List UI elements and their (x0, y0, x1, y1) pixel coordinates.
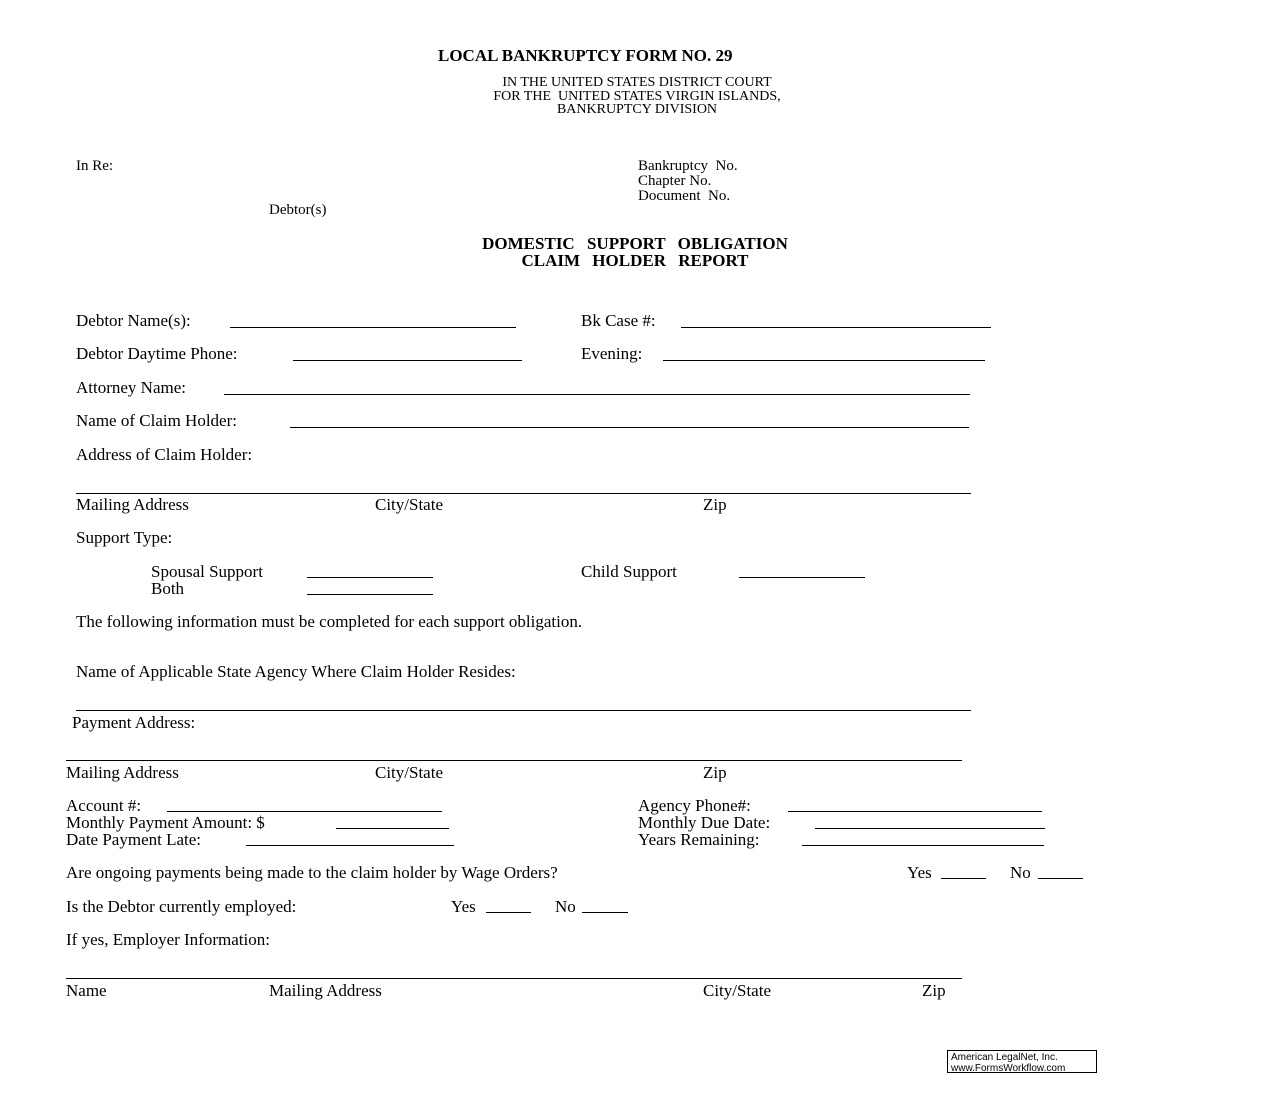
evening-phone-label: Evening: (581, 344, 643, 363)
wage-orders-yes-label: Yes (907, 863, 932, 882)
debtors-label: Debtor(s) (269, 202, 327, 218)
employer-city-state-caption: City/State (703, 981, 771, 1000)
both-label: Both (151, 579, 185, 598)
years-remaining-field[interactable] (802, 845, 1044, 846)
bk-case-field[interactable] (681, 327, 991, 328)
employer-zip-caption: Zip (922, 981, 946, 1000)
chapter-no-label: Chapter No. (638, 173, 712, 189)
court-line-3: BANKRUPTCY DIVISION (556, 102, 718, 117)
agency-phone-field[interactable] (788, 811, 1042, 812)
payment-zip-caption: Zip (703, 763, 727, 782)
payment-mailing-address-caption: Mailing Address (66, 763, 179, 782)
employed-yes-field[interactable] (486, 912, 531, 913)
bk-case-label: Bk Case #: (581, 311, 656, 330)
support-type-label: Support Type: (76, 528, 173, 547)
employer-name-caption: Name (66, 981, 107, 1000)
wage-orders-yes-field[interactable] (941, 878, 986, 879)
daytime-phone-label: Debtor Daytime Phone: (76, 344, 238, 363)
payment-address-label: Payment Address: (72, 713, 196, 732)
court-line-1: IN THE UNITED STATES DISTRICT COURT (502, 75, 772, 90)
employer-mailing-address-caption: Mailing Address (269, 981, 382, 1000)
agency-phone-label: Agency Phone#: (638, 796, 751, 815)
date-payment-late-field[interactable] (246, 845, 454, 846)
in-re-label: In Re: (76, 158, 114, 174)
employed-no-label: No (555, 897, 576, 916)
both-field[interactable] (307, 594, 433, 595)
city-state-caption: City/State (375, 495, 443, 514)
wage-orders-no-label: No (1010, 863, 1031, 882)
stamp-line-1: American LegalNet, Inc. (951, 1052, 1058, 1063)
account-label: Account #: (66, 796, 142, 815)
years-remaining-label: Years Remaining: (638, 830, 760, 849)
spousal-support-label: Spousal Support (151, 562, 263, 581)
employed-yes-label: Yes (451, 897, 476, 916)
court-line-2: FOR THE UNITED STATES VIRGIN ISLANDS, (493, 89, 781, 104)
child-support-label: Child Support (581, 562, 677, 581)
spousal-support-field[interactable] (307, 577, 433, 578)
monthly-due-date-label: Monthly Due Date: (638, 813, 771, 832)
attorney-name-field[interactable] (224, 394, 970, 395)
date-payment-late-label: Date Payment Late: (66, 830, 202, 849)
payment-city-state-caption: City/State (375, 763, 443, 782)
monthly-payment-field[interactable] (336, 828, 449, 829)
attorney-name-label: Attorney Name: (76, 378, 186, 397)
employer-info-field[interactable] (66, 978, 962, 979)
instruction-text: The following information must be completed for each support obligation. (76, 612, 583, 631)
wage-orders-no-field[interactable] (1038, 878, 1083, 879)
employed-question: Is the Debtor currently employed: (66, 897, 297, 916)
account-field[interactable] (167, 811, 442, 812)
claim-holder-name-label: Name of Claim Holder: (76, 411, 237, 430)
monthly-payment-label: Monthly Payment Amount: $ (66, 813, 265, 832)
bankruptcy-no-label: Bankruptcy No. (638, 158, 738, 174)
claim-holder-address-field[interactable] (76, 493, 971, 494)
child-support-field[interactable] (739, 577, 865, 578)
state-agency-field[interactable] (76, 710, 971, 711)
claim-holder-name-field[interactable] (290, 427, 969, 428)
employer-info-label: If yes, Employer Information: (66, 930, 270, 949)
report-title-line-1: DOMESTIC SUPPORT OBLIGATION (482, 234, 788, 253)
zip-caption: Zip (703, 495, 727, 514)
monthly-due-date-field[interactable] (815, 828, 1045, 829)
payment-address-field[interactable] (66, 760, 962, 761)
report-title-line-2: CLAIM HOLDER REPORT (521, 251, 749, 270)
forms-workflow-stamp (947, 1050, 1097, 1073)
claim-holder-address-label: Address of Claim Holder: (76, 445, 253, 464)
state-agency-label: Name of Applicable State Agency Where Claim Holder Resides: (76, 662, 516, 681)
evening-phone-field[interactable] (663, 360, 985, 361)
debtor-names-field[interactable] (230, 327, 516, 328)
document-no-label: Document No. (638, 188, 731, 204)
debtor-names-label: Debtor Name(s): (76, 311, 191, 330)
wage-orders-question: Are ongoing payments being made to the claim holder by Wage Orders? (66, 863, 558, 882)
daytime-phone-field[interactable] (293, 360, 522, 361)
employed-no-field[interactable] (582, 912, 628, 913)
mailing-address-caption: Mailing Address (76, 495, 189, 514)
form-title: LOCAL BANKRUPTCY FORM NO. 29 (438, 46, 733, 65)
stamp-line-2: www.FormsWorkflow.com (951, 1063, 1066, 1074)
